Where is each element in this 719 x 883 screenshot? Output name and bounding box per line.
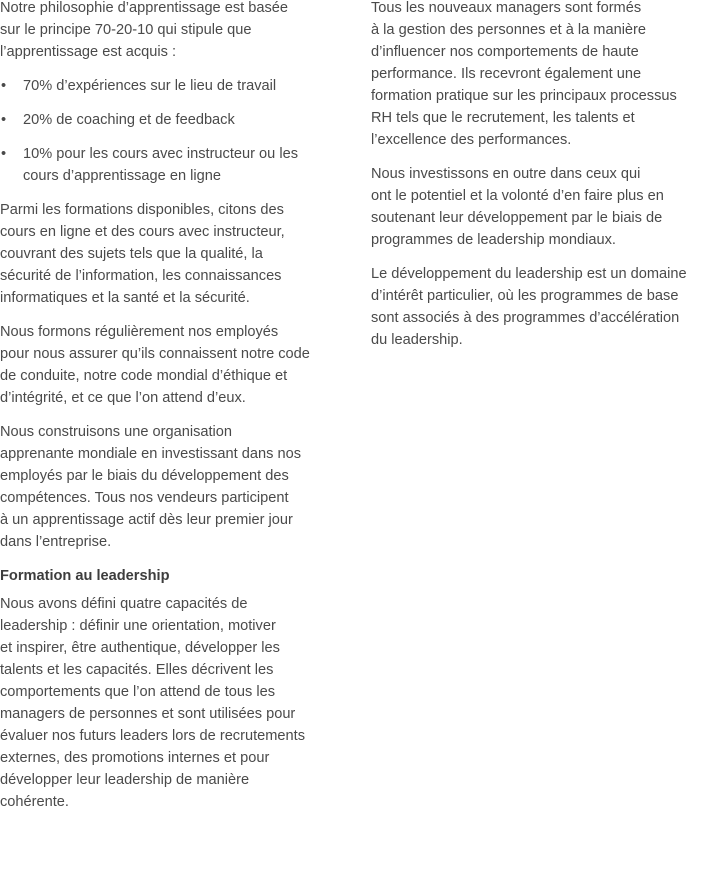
right-column (371, 0, 719, 363)
formations-paragraph: Parmi les formations disponibles, citons des cours en ligne et des cours avec instructeur, couvrant des sujets tels que la qualité, la sécurité de l’information, les connaissances informatiques et la santé et la sécurité. (0, 202, 285, 306)
intro-paragraph: Notre philosophie d’apprentissage est basée sur le principe 70-20-10 qui stipule que l’apprentissage est acquis : (0, 0, 289, 60)
leadership-heading: Formation au leadership (0, 568, 170, 584)
investissons-paragraph: Nous investissons en outre dans ceux qui ont le potentiel et la volonté d’en faire plus en soutenant leur développement par le biais de programmes de leadership mondiaux. (371, 166, 664, 248)
bullet-icon: • (1, 146, 7, 162)
list-item (0, 143, 348, 187)
capacites-paragraph: Nous avons défini quatre capacités de leadership : définir une orientation, motiver et inspirer, être authentique, développer les talents et les capacités. Elles décrivent les comportements que l’on attend de tous les managers de personnes et sont utilisées pour évaluer nos futurs leaders lors de recrutements externes, des promotions internes et pour développer leur leadership de manière cohérente. (0, 596, 305, 810)
list-item (0, 109, 348, 131)
list-item (0, 75, 348, 97)
list-item-text: 20% de coaching et de feedback (23, 112, 235, 128)
list-item-text: 10% pour les cours avec instructeur ou les cours d’apprentissage en ligne (23, 146, 298, 184)
left-column (0, 0, 348, 825)
code-paragraph: Nous formons régulièrement nos employés pour nous assurer qu’ils connaissent notre code de conduite, notre code mondial d’éthique et d’intégrité, et ce que l’on attend d’eux. (0, 324, 310, 406)
list-item-text: 70% d’expériences sur le lieu de travail (23, 78, 277, 94)
organisation-paragraph: Nous construisons une organisation apprenante mondiale en investissant dans nos employés par le biais du développement des compétences. Tous nos vendeurs participent à un apprentissage actif dès leur premier jour dans l’entreprise. (0, 424, 301, 550)
developpement-paragraph: Le développement du leadership est un domaine d’intérêt particulier, où les programmes de base sont associés à des programmes d’accélération du leadership. (371, 266, 687, 348)
learning-principle-list (0, 75, 348, 187)
managers-paragraph: Tous les nouveaux managers sont formés à la gestion des personnes et à la manière d’influencer nos comportements de haute performance. Ils recevront également une formation pratique sur les principaux processus RH tels que le recrutement, les talents et l’excellence des performances. (371, 0, 677, 148)
bullet-icon: • (1, 78, 7, 94)
bullet-icon: • (1, 112, 7, 128)
